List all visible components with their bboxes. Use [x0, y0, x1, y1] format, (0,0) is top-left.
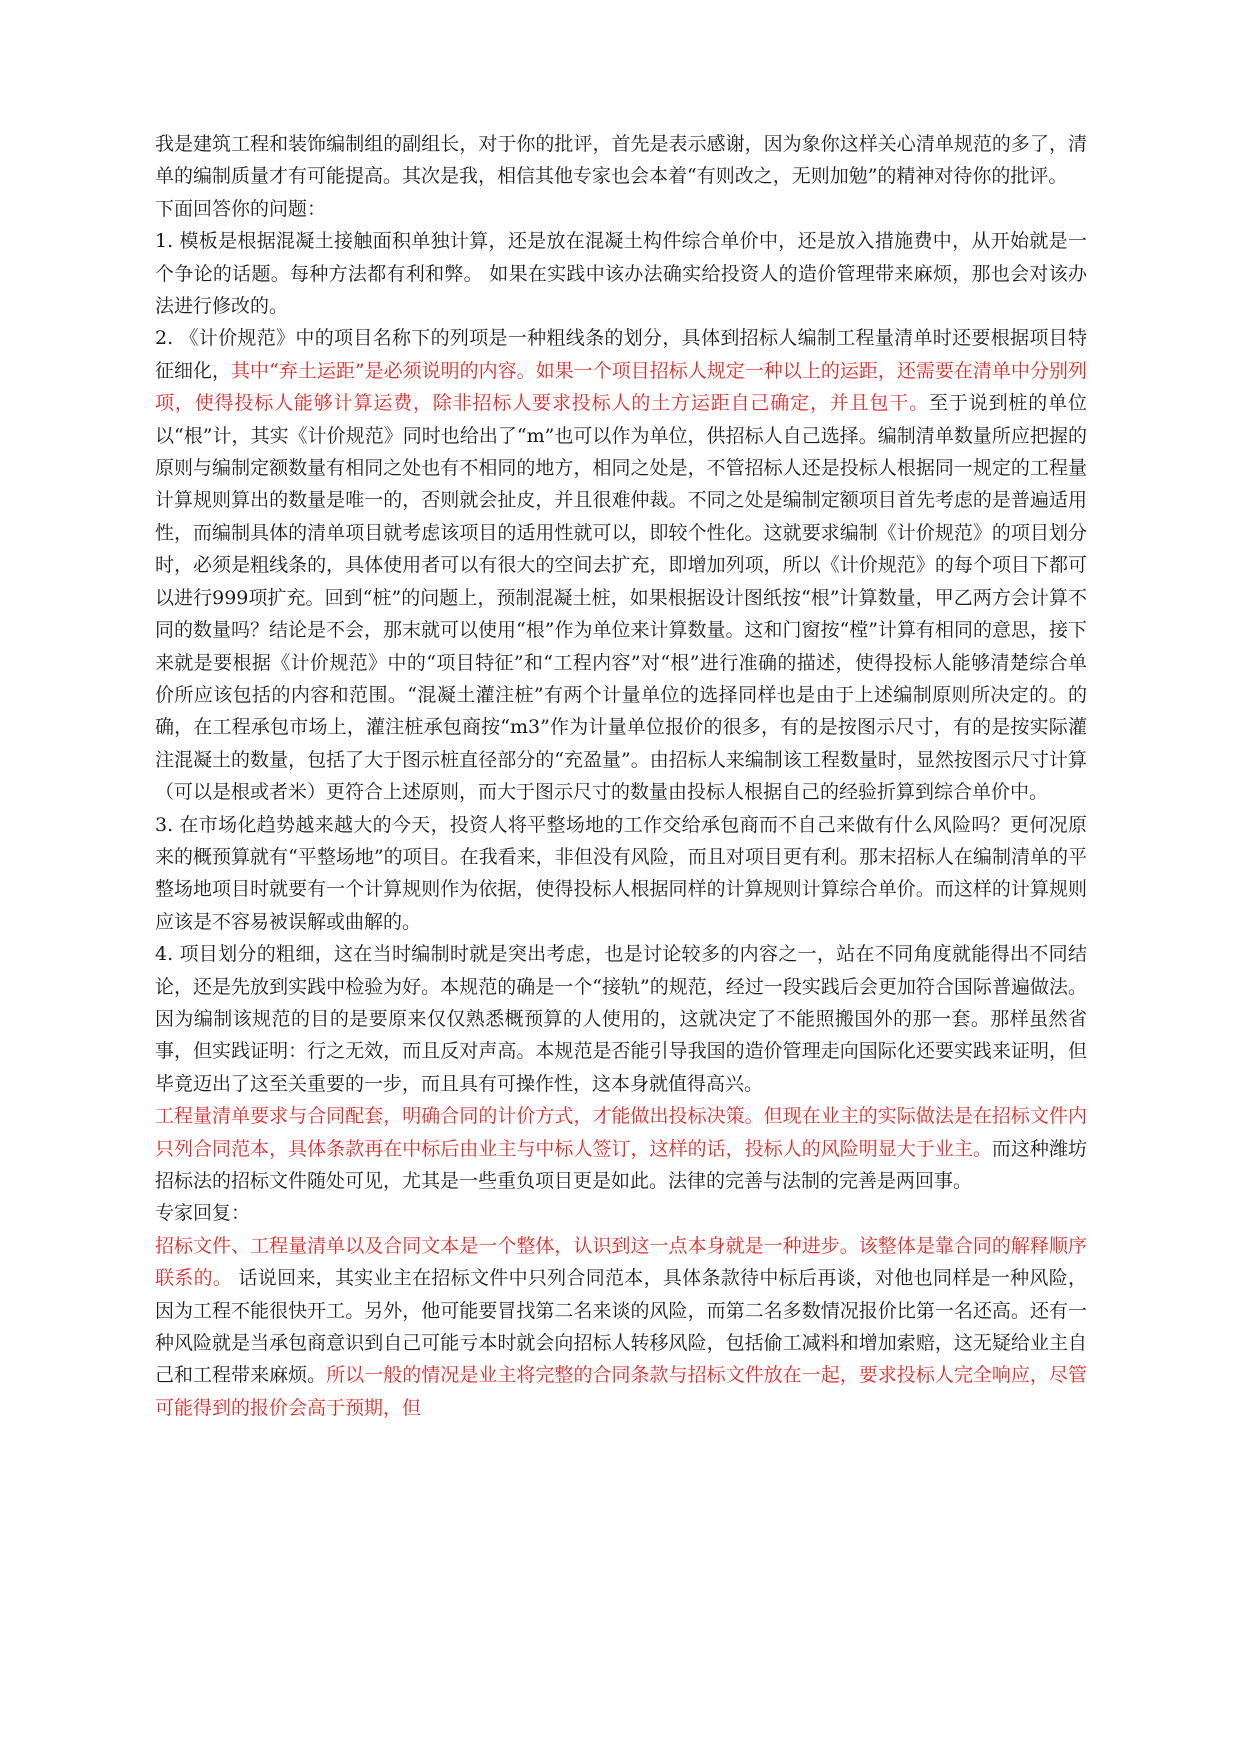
highlighted-text-segment: 招标文件、工程量清单以及合同文本是一个整体，认识到这一点本身就是一种进步。该整体是靠合同的解释顺序联系的。 — [155, 1234, 1087, 1290]
text-segment: 话说回来，其实业主在招标文件中只列合同范本，具体条款待中标后再谈，对他也同样是一种风险，因为工程不能很快开工。另外，他可能要冒找第二名来谈的风险，而第二名多数情况报价比第一名还高。还有一种风险就是当承包商意识到自己可能亏本时就会向招标人转移风险，包括偷工减料和增加索赔，这无疑给业主自己和工程带来麻烦。 — [155, 1267, 1087, 1387]
text-segment: 至于说到桩的单位以“根”计，其实《计价规范》同时也给出了“m”也可以作为单位，供招标人自己选择。编制清单数量所应把握的原则与编制定额数量有相同之处也有不相同的地方，相同之处是，不管招标人还是投标人根据同一规定的工程量计算规则算出的数量是唯一的，否则就会扯皮，并且很难仲裁。不同之处是编制定额项目首先考虑的是普遍适用性，而编制具体的清单项目就考虑该项目的适用性就可以，即较个性化。这就要求编制《计价规范》的项目划分时，必须是粗线条的，具体使用者可以有很大的空间去扩充，即增加列项，所以《计价规范》的每个项目下都可以进行999项扩充。回到“桩”的问题上，预制混凝土桩，如果根据设计图纸按“根”计算数量，甲乙两方会计算不同的数量吗？结论是不会，那末就可以使用“根”作为单位来计算数量。这和门窗按“樘”计算有相同的意思，接下来就是要根据《计价规范》中的“项目特征”和“工程内容”对“根”进行准确的描述，使得投标人能够清楚综合单价所应该包括的内容和范围。“混凝土灌注桩”有两个计量单位的选择同样也是由于上述编制原则所决定的。的确，在工程承包市场上，灌注桩承包商按“m3”作为计量单位报价的很多，有的是按图示尺寸，有的是按实际灌注混凝土的数量，包括了大于图示桩直径部分的“充盈量”。由招标人来编制该工程数量时，显然按图示尺寸计算（可以是根或者米）更符合上述原则，而大于图示尺寸的数量由投标人根据自己的经验折算到综合单价中。 — [155, 392, 1087, 804]
highlighted-text-segment: 所以一般的情况是业主将完整的合同条款与招标文件放在一起，要求投标人完全响应，尽管可能得到的报价会高于预期，但 — [155, 1364, 1087, 1419]
paragraph-item-4 — [155, 938, 1087, 1100]
document-body — [155, 128, 1087, 1424]
text-segment: 而这种潍坊招标法的招标文件随处可见，尤其是一些重负项目更是如此。法律的完善与法制的完善是两回事。 — [155, 1137, 1087, 1192]
paragraph-item-3 — [155, 809, 1087, 939]
paragraph-item-2 — [155, 322, 1087, 808]
paragraph-expert-reply-heading — [155, 1197, 1087, 1229]
paragraph-expert-reply — [155, 1230, 1087, 1424]
text-segment: 2. 《计价规范》中的项目名称下的列项是一种粗线条的划分，具体到招标人编制工程量清单时还要根据项目特征细化， — [155, 327, 1087, 382]
paragraph-question — [155, 1100, 1087, 1197]
text-segment: 专家回复： — [155, 1202, 251, 1225]
text-segment: 我是建筑工程和装饰编制组的副组长，对于你的批评，首先是表示感谢，因为象你这样关心清单规范的多了，清单的编制质量才有可能提高。其次是我，相信其他专家也会本着“有则改之，无则加勉”的精神对待你的批评。 — [155, 133, 1087, 188]
paragraph-intro — [155, 128, 1087, 193]
text-segment: 4. 项目划分的粗细，这在当时编制时就是突出考虑，也是讨论较多的内容之一，站在不同角度就能得出不同结论，还是先放到实践中检验为好。本规范的确是一个“接轨”的规范，经过一段实践后会更加符合国际普遍做法。因为编制该规范的目的是要原来仅仅熟悉概预算的人使用的，这就决定了不能照搬国外的那一套。那样虽然省事，但实践证明：行之无效，而且反对声高。本规范是否能引导我国的造价管理走向国际化还要实践来证明，但毕竟迈出了这至关重要的一步，而且具有可操作性，这本身就值得高兴。 — [155, 943, 1087, 1095]
paragraph-item-1 — [155, 225, 1087, 322]
highlighted-text-segment: 工程量清单要求与合同配套，明确合同的计价方式，才能做出投标决策。但现在业主的实际做法是在招标文件内只列合同范本，具体条款再在中标后由业主与中标人签订，这样的话，投标人的风险明显大于业主。 — [155, 1105, 1087, 1160]
highlighted-text-segment: 其中“弃土运距”是必须说明的内容。如果一个项目招标人规定一种以上的运距，还需要在清单中分别列项，使得投标人能够计算运费，除非招标人要求投标人的土方运距自己确定，并且包干。 — [155, 359, 1087, 415]
paragraph-answer-heading — [155, 193, 1087, 225]
text-segment: 3. 在市场化趋势越来越大的今天，投资人将平整场地的工作交给承包商而不自己来做有什么风险吗？更何况原来的概预算就有“平整场地”的项目。在我看来，非但没有风险，而且对项目更有利。那末招标人在编制清单的平整场地项目时就要有一个计算规则作为依据，使得投标人根据同样的计算规则计算综合单价。而这样的计算规则应该是不容易被误解或曲解的。 — [155, 813, 1087, 933]
text-segment: 下面回答你的问题： — [155, 197, 327, 220]
text-segment: 1. 模板是根据混凝土接触面积单独计算，还是放在混凝土构件综合单价中，还是放入措施费中，从开始就是一个争论的话题。每种方法都有利和弊。 如果在实践中该办法确实给投资人的造价管理带来麻烦，那也会对该办法进行修改的。 — [155, 230, 1087, 318]
